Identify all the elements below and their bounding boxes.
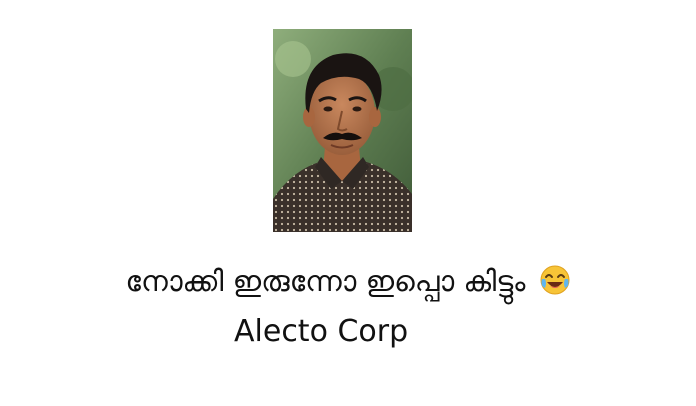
portrait-photo xyxy=(273,29,412,232)
credit-text: Alecto Corp xyxy=(234,314,409,349)
caption xyxy=(0,261,696,301)
caption-text: നോക്കി ഇരുന്നോ ഇപ്പൊ കിട്ടും xyxy=(125,264,526,298)
face-with-tears-of-joy-icon xyxy=(539,264,571,296)
